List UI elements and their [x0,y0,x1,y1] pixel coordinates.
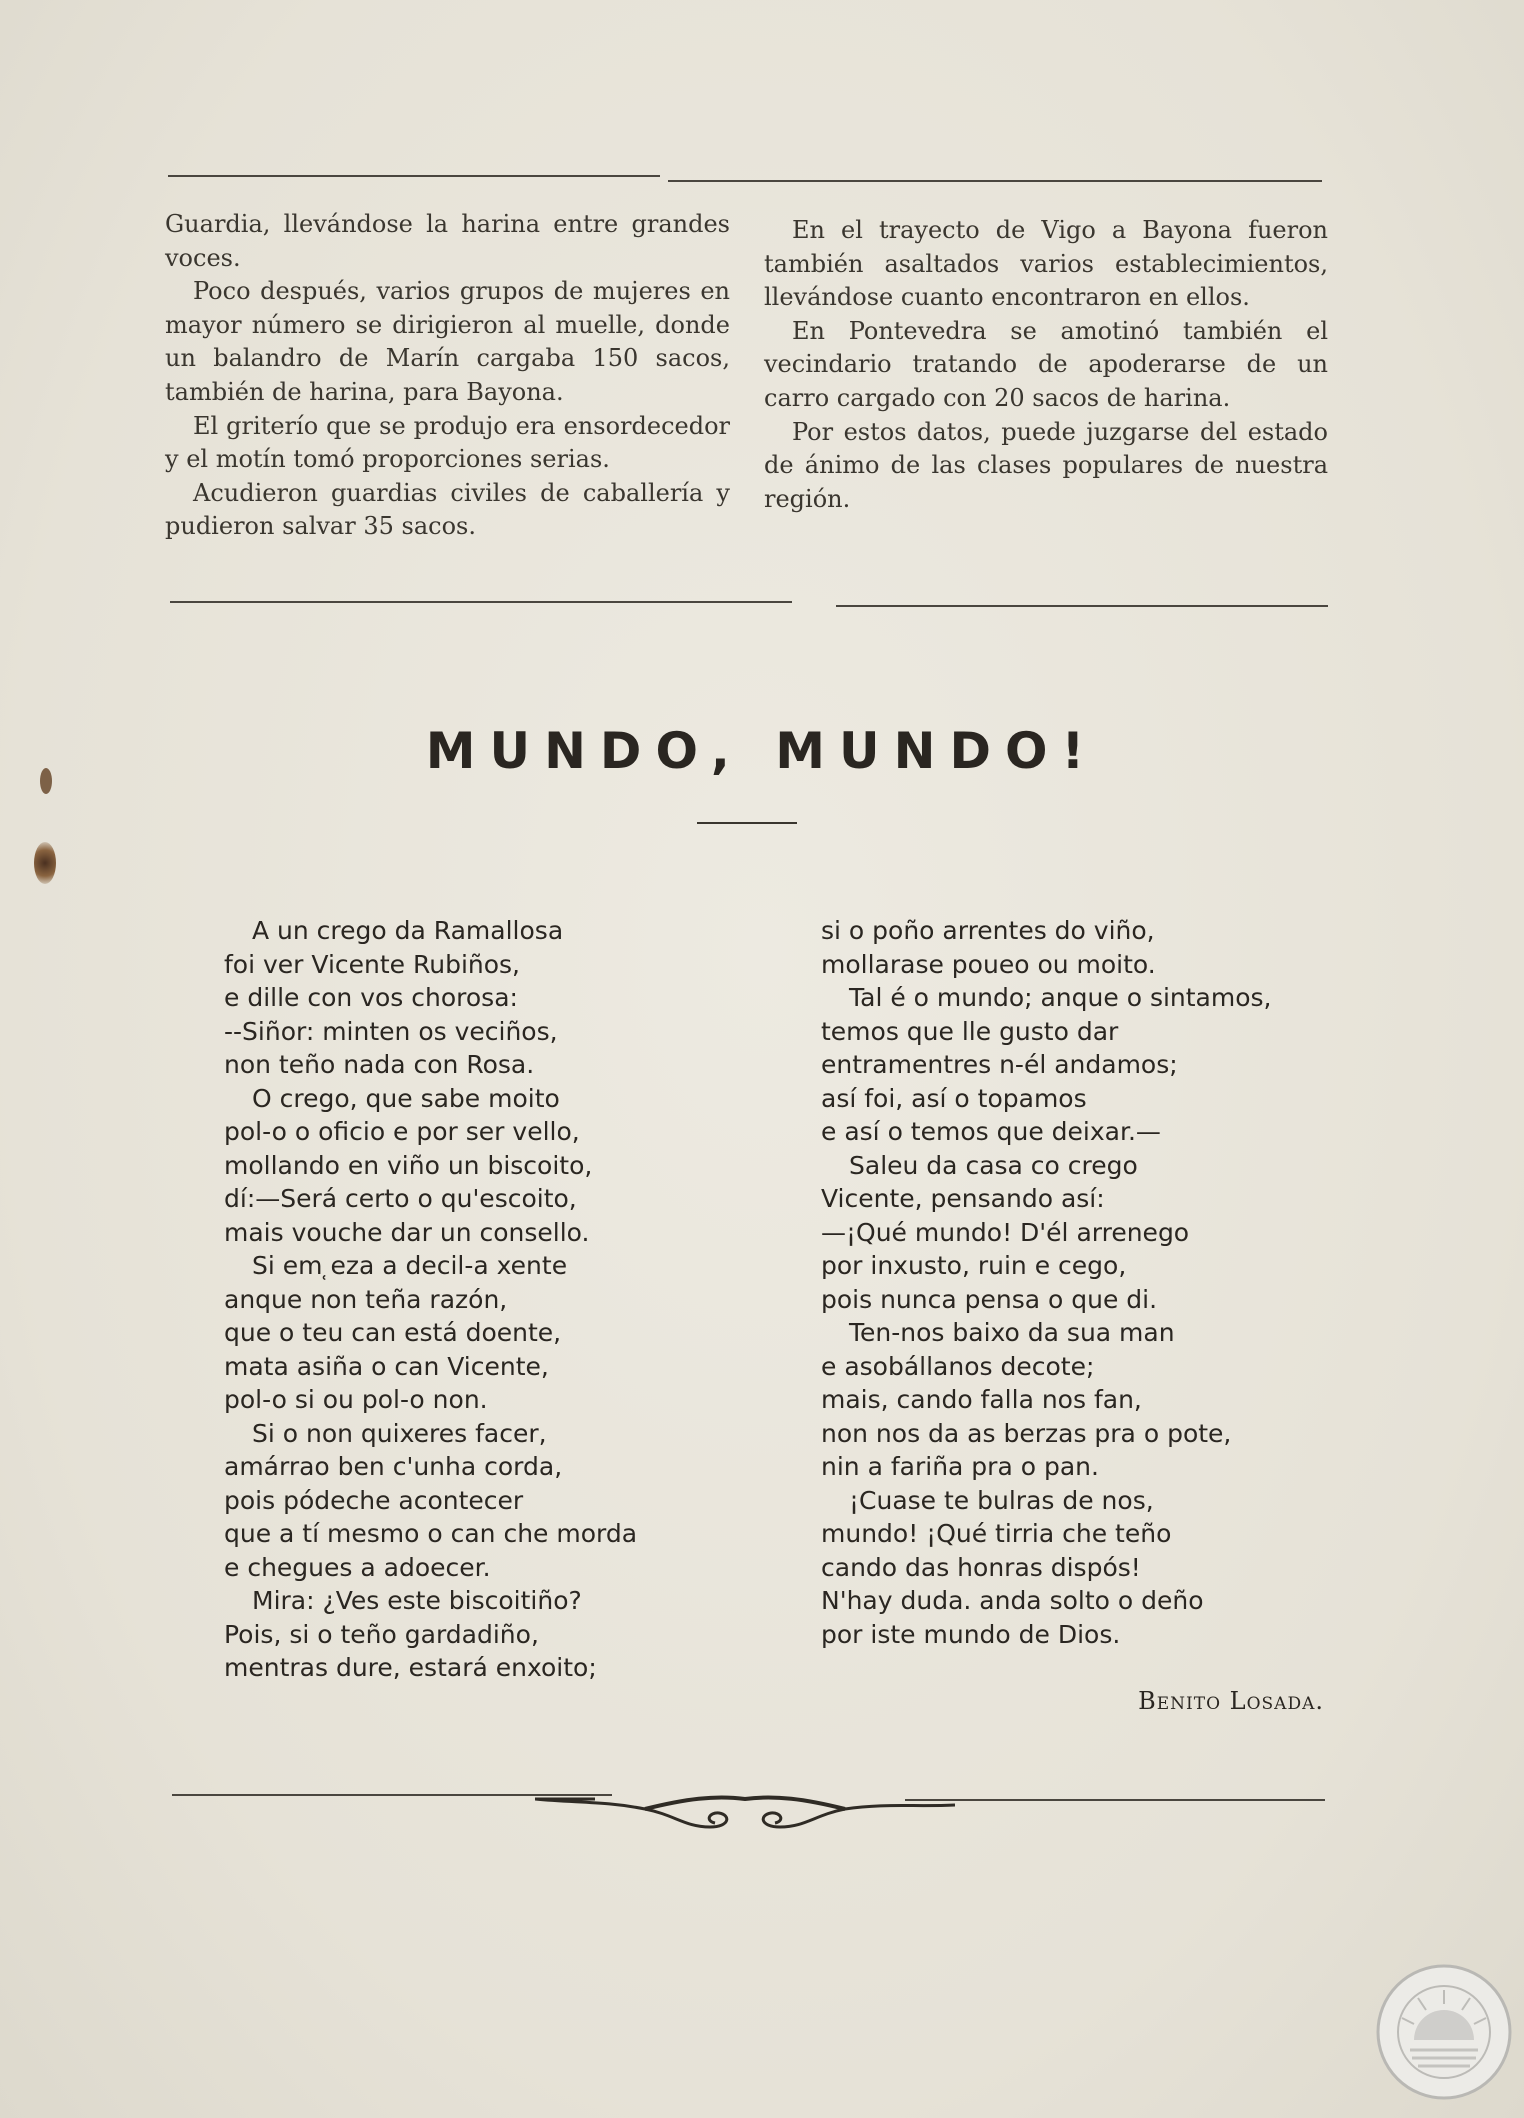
poem-column-right [821,914,1272,1651]
news-paragraph: En Pontevedra se amotinó también el vecindario tratando de apoderarse de un carro cargado con 20 sacos de harina. [764,316,1328,412]
poem-line: non nos da as berzas pra o pote, [821,1418,1232,1448]
poem-title: MUNDO, MUNDO! [425,722,1099,780]
poem-line: pois pódeche acontecer [224,1485,524,1515]
poem-line: Mira: ¿Ves este biscoitiño? [252,1586,582,1615]
stain-mark [34,842,56,884]
mid-rule-right [836,605,1328,607]
poem-line: mollarase poueo ou moito. [821,949,1156,979]
ornament-flourish-icon [535,1793,955,1839]
poem-line: e asobállanos decote; [821,1351,1095,1381]
bottom-rule-right [905,1799,1325,1801]
author-signature: Benito Losada. [1138,1687,1324,1715]
news-paragraph: Acudieron guardias civiles de caballería y pudieron salvar 35 sacos. [165,478,730,541]
academy-seal-icon [1374,1962,1514,2102]
poem-line: pol-o o oficio e por ser vello, [224,1117,580,1146]
poem-line: mentras dure, estará enxoito; [224,1653,597,1682]
news-paragraph: Guardia, llevándose la harina entre grandes voces. [165,210,730,272]
poem-line: así foi, así o topamos [821,1083,1087,1113]
poem-line: temos que lle gusto dar [821,1016,1119,1046]
news-paragraph: En el trayecto de Vigo a Bayona fueron también asaltados varios establecimientos, llevándose cuanto encontraron en ellos. [764,216,1328,312]
title-divider [697,822,797,824]
poem-line: Tal é o mundo; anque o sintamos, [849,983,1272,1012]
poem-line: foi ver Vicente Rubiños, [224,949,521,979]
poem-line: pois nunca pensa o que di. [821,1284,1158,1314]
poem-line: Pois, si o teño gardadiño, [224,1619,539,1649]
poem-line: por iste mundo de Dios. [821,1619,1121,1649]
mid-rule-left [170,601,792,603]
poem-line: non teño nada con Rosa. [224,1050,535,1079]
poem-line: mundo! ¡Qué tirria che teño [821,1519,1172,1548]
news-paragraph: El griterío que se produjo era ensordecedor y el motín tomó proporciones serias. [165,411,730,474]
poem-line: N'hay duda. anda solto o deño [821,1586,1204,1615]
poem-line: mollando en viño un biscoito, [224,1150,593,1180]
poem-line: mais, cando falla nos fan, [821,1385,1142,1414]
poem-line: Ten-nos baixo da sua man [849,1318,1175,1347]
poem-line: por inxusto, ruin e cego, [821,1251,1127,1280]
poem-line: --Siñor: minten os veciños, [224,1016,558,1046]
poem-line: e chegues a adoecer. [224,1552,491,1582]
poem-line: Saleu da casa co crego [849,1150,1138,1180]
top-rule-right [668,180,1322,182]
poem-line: nin a fariña pra o pan. [821,1452,1099,1481]
poem-line: ¡Cuase te bulras de nos, [849,1485,1154,1515]
poem-line: amárrao ben c'unha corda, [224,1452,563,1481]
poem-line: Si em ̜eza a decil-a xente [252,1251,568,1280]
news-paragraph: Por estos datos, puede juzgarse del estado de ánimo de las clases populares de nuestra región. [764,417,1328,513]
poem-line: Si o non quixeres facer, [252,1418,547,1448]
poem-line: O crego, que sabe moito [252,1083,560,1113]
poem-line: Vicente, pensando así: [821,1184,1105,1213]
news-paragraph: Poco después, varios grupos de mujeres en mayor número se dirigieron al muelle, donde un balandro de Marín cargaba 150 sacos, también de harina, para Bayona. [165,277,730,406]
poem-line: e dille con vos chorosa: [224,983,518,1012]
news-column-right [764,214,1328,516]
poem-line: —¡Qué mundo! D'él arrenego [821,1217,1190,1247]
poem-line: dí:—Será certo o qu'escoito, [224,1184,577,1213]
poem-line: entramentres n-él andamos; [821,1050,1178,1079]
poem-line: que a tí mesmo o can che morda [224,1519,638,1548]
poem-line: mais vouche dar un consello. [224,1217,590,1247]
poem-line: A un crego da Ramallosa [252,916,564,945]
news-column-left [165,208,730,544]
poem-line: si o poño arrentes do viño, [821,916,1155,945]
poem-line: cando das honras dispós! [821,1552,1141,1582]
poem-column-left [224,914,637,1685]
poem-line: pol-o si ou pol-o non. [224,1385,488,1414]
poem-line: e así o temos que deixar.— [821,1117,1161,1146]
top-rule-left [168,175,660,177]
poem-line: anque non teña razón, [224,1284,508,1314]
poem-line: mata asiña o can Vicente, [224,1351,549,1381]
poem-line: que o teu can está doente, [224,1318,562,1347]
